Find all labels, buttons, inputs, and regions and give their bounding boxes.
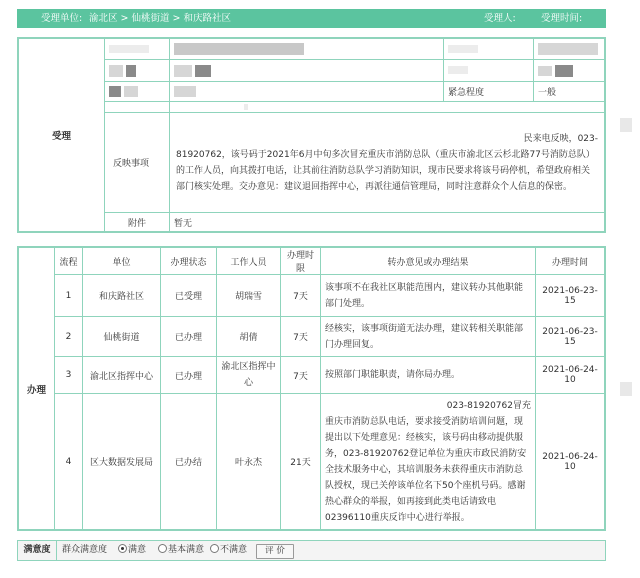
table-row: 3 渝北区指挥中心 已办理 渝北区指挥中心 7天 按照部门职能职责，请你局办理。 2021-06-24-10 bbox=[19, 357, 605, 394]
attach-label: 附件 bbox=[105, 213, 170, 232]
radio-unsatisfied[interactable]: 不满意 bbox=[210, 541, 247, 560]
content-label: 反映事项 bbox=[105, 113, 170, 213]
radio-satisfied[interactable]: 满意 bbox=[118, 541, 146, 560]
masked-value-2 bbox=[534, 39, 605, 60]
col-status: 办理状态 bbox=[161, 248, 217, 275]
col-result: 转办意见或办理结果 bbox=[321, 248, 536, 275]
content-line-1: 民来电反映，023- bbox=[523, 133, 598, 144]
scrollbar-thumb[interactable] bbox=[620, 382, 632, 396]
satisfaction-bar bbox=[17, 540, 606, 561]
process-panel bbox=[17, 246, 606, 531]
header-bar bbox=[17, 9, 606, 28]
radio-dot-icon bbox=[210, 544, 219, 553]
col-limit: 办理时限 bbox=[281, 248, 321, 275]
radio-dot-icon bbox=[158, 544, 167, 553]
content-body: 81920762，该号码于2021年6月中旬多次冒充重庆市消防总队（重庆市渝北区云杉北路77号消防总队）的工作人员，向其拨打电话，让其前往消防总队学习消防知识，现市民要求将该号码停机，希望政府相关部门核实处理。交办意见：建议退回指挥中心，再派往通信管理局，同时注意群众个人信息的保密。 bbox=[176, 149, 595, 192]
col-worker: 工作人员 bbox=[217, 248, 281, 275]
satisfaction-sub-label: 群众满意度 bbox=[62, 545, 108, 555]
scrollbar-thumb[interactable] bbox=[620, 118, 632, 132]
accept-time-label: 受理时间: bbox=[541, 13, 583, 24]
radio-dot-icon bbox=[118, 544, 127, 553]
col-step: 流程 bbox=[55, 248, 83, 275]
radio-basically-satisfied[interactable]: 基本满意 bbox=[158, 541, 204, 560]
col-time: 办理时间 bbox=[536, 248, 605, 275]
content-text bbox=[170, 113, 605, 213]
satisfaction-label: 满意度 bbox=[18, 541, 57, 560]
table-row: 2 仙桃街道 已办理 胡倩 7天 经核实，该事项街道无法办理，建议转相关职能部门办理回复。 2021-06-23-15 bbox=[19, 317, 605, 357]
masked-label-2 bbox=[444, 39, 534, 60]
accept-panel bbox=[17, 37, 606, 233]
urgency-value: 一般 bbox=[534, 82, 605, 102]
unit-label: 受理单位: bbox=[41, 13, 83, 24]
urgency-label: 紧急程度 bbox=[444, 82, 534, 102]
table-row: 4 区大数据发展局 已办结 叶永杰 21天 023-81920762冒充 重庆市消防总队电话，要求接受消防培训问题，现提出以下处理意见：经核实，该号码由移动提供服务，023-81920762登记单位为重庆市政民消防安全技术服务中心，其培训服务未获得重庆市消防总队授权，现已关停该单位名下50个座机号码。感谢热心群众的举报，如再接到此类电话请致电02396110重庆反诈中心进行举报。 2021-06-24-10 bbox=[19, 394, 605, 530]
accept-section-label: 受理 bbox=[19, 39, 105, 232]
evaluate-button[interactable]: 评 价 bbox=[256, 544, 294, 559]
breadcrumb: 渝北区 > 仙桃街道 > 和庆路社区 bbox=[89, 13, 231, 24]
table-row: 1 和庆路社区 已受理 胡瑞雪 7天 该事项不在我社区职能范围内，建议转办其他职能部门处理。 2021-06-23-15 bbox=[19, 275, 605, 317]
attach-value: 暂无 bbox=[170, 213, 605, 232]
result-cell-4: 023-81920762冒充 重庆市消防总队电话，要求接受消防培训问题，现提出以下处理意见：经核实，该号码由移动提供服务，023-81920762登记单位为重庆市政民消防安全技术服务中心，其培训服务未获得重庆市消防总队授权，现已关停该单位名下50个座机号码。感谢热心群众的举报，如再接到此类电话请致电02396110重庆反诈中心进行举报。 bbox=[321, 394, 536, 530]
receiver-label: 受理人: bbox=[484, 13, 516, 24]
process-section-label: 办理 bbox=[19, 248, 55, 530]
masked-value-1 bbox=[170, 39, 444, 60]
col-unit: 单位 bbox=[83, 248, 161, 275]
masked-label-1 bbox=[105, 39, 170, 60]
